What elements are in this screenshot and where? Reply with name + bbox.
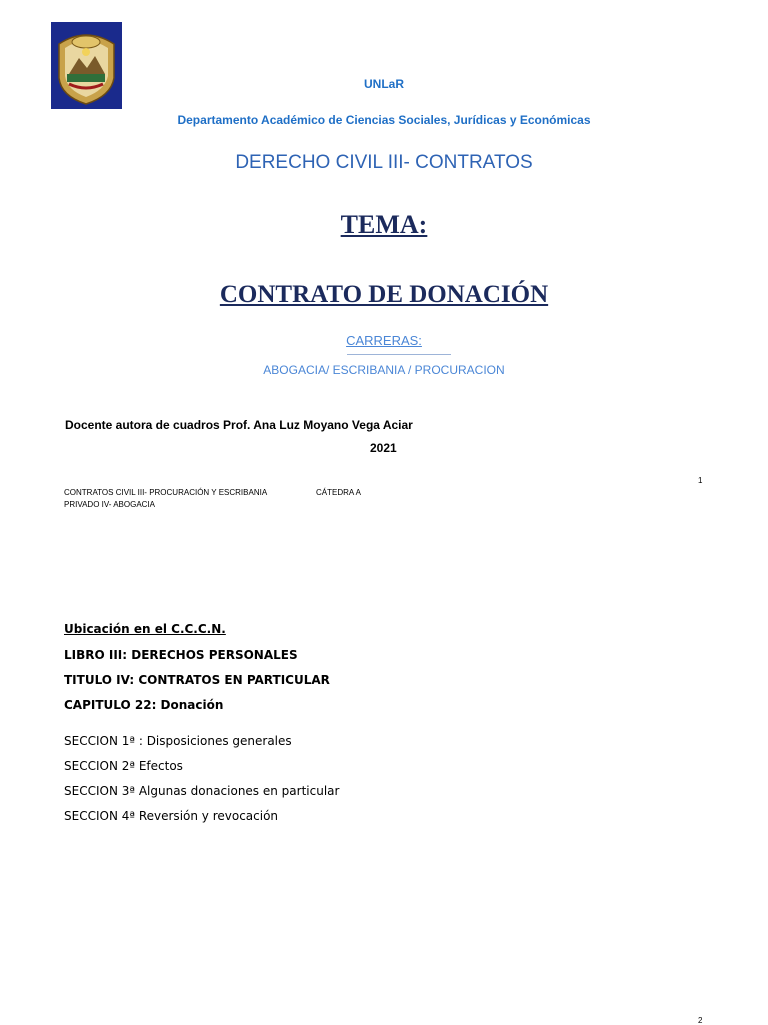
page-number: 1 — [698, 476, 703, 485]
title-heading: TITULO IV: CONTRATOS EN PARTICULAR — [64, 673, 330, 687]
section-item: SECCION 1ª : Disposiciones generales — [64, 734, 292, 748]
section-item: SECCION 2ª Efectos — [64, 759, 183, 773]
page-number: 2 — [698, 1016, 703, 1025]
author-line: Docente autora de cuadros Prof. Ana Luz Moyano Vega Aciar — [65, 418, 413, 432]
book-heading: LIBRO III: DERECHOS PERSONALES — [64, 648, 298, 662]
document-title: CONTRATO DE DONACIÓN — [219, 281, 549, 308]
chapter-heading: CAPITULO 22: Donación — [64, 698, 224, 712]
careers-label: CARRERAS: — [346, 333, 422, 348]
location-heading: Ubicación en el C.C.C.N. — [64, 622, 226, 636]
footer-chair: CÁTEDRA A — [316, 488, 361, 497]
section-item: SECCION 3ª Algunas donaciones en particular — [64, 784, 340, 798]
department-name: Departamento Académico de Ciencias Sociales, Jurídicas y Económicas — [177, 113, 591, 127]
footer-subject: PRIVADO IV- ABOGACIA — [64, 500, 155, 509]
year: 2021 — [370, 441, 397, 455]
footer-course: CONTRATOS CIVIL III- PROCURACIÓN Y ESCRIBANIA — [64, 488, 268, 497]
course-title: DERECHO CIVIL III- CONTRATOS — [235, 152, 533, 173]
section-item: SECCION 4ª Reversión y revocación — [64, 809, 279, 823]
careers-list: ABOGACIA/ ESCRIBANIA / PROCURACION — [263, 363, 505, 377]
careers-divider — [347, 354, 451, 355]
university-name: UNLaR — [363, 77, 404, 91]
tema-label: TEMA: — [340, 210, 428, 239]
university-seal-logo — [51, 22, 122, 109]
